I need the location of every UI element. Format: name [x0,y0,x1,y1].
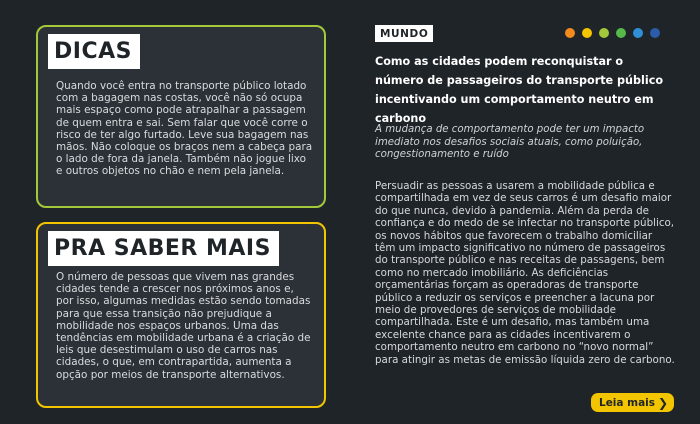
color-dot [633,28,643,38]
read-more-label: Leia mais [599,397,656,409]
color-dot [616,28,626,38]
dicas-card [36,25,326,208]
chevron-right-icon: ❯ [658,396,669,410]
pra-saber-mais-title: PRA SABER MAIS [48,231,279,266]
color-dot [565,28,575,38]
dicas-text: Quando você entra no transporte público lotado com a bagagem nas costas, você não só ocupa mais espaço como pode atrapalhar a passagem de quem entra e sai. Sem falar que você corre o risco de ter algo furtado. Leve sua bagagem nas mãos. Não coloque os braços nem a cabeça para o lado de fora da janela. Também não jogue lixo e outros objetos no chão e nem pela janela. [56,80,313,178]
color-dot [582,28,592,38]
color-dot [599,28,609,38]
article-subhead: A mudança de comportamento pode ter um impacto imediato nos desafios sociais atuais, como poluição, congestionamento e ruído [375,124,645,161]
article-body: Persuadir as pessoas a usarem a mobilidade pública e compartilhada em vez de seus carros é um desafio maior do que nunca, devido à pandemia. Além da perda de confiança e do medo de se infectar no transporte público, os novos hábitos que favorecem o trabalho domiciliar têm um impacto significativo no número de passageiros do transporte público e nas receitas de passagens, bem como no mercado imobiliário. As deficiências orçamentárias forçam as operadoras de transporte público a reduzir os serviços e preencher a lacuna por meio de provedores de serviços de mobilidade compartilhada. Este é um desafio, mas também uma excelente chance para as cidades incentivarem o comportamento neutro em carbono no “novo normal” para atingir as metas de emissão líquida zero de carbono. [375,180,675,366]
read-more-button[interactable] [591,393,674,412]
article-headline: Como as cidades podem reconquistar o número de passageiros do transporte público incentivando um comportamento neutro em carbono [375,55,664,125]
color-dots [565,28,660,38]
section-tag: MUNDO [375,25,433,42]
color-dot [650,28,660,38]
pra-saber-mais-text: O número de pessoas que vivem nas grandes cidades tende a crescer nos próximos anos e, por isso, algumas medidas estão sendo tomadas para que essa transição não prejudique a mobilidade nos espaços urbanos. Uma das tendências em mobilidade urbana é a criação de leis que desestimulam o uso de carros nas cidades, o que, em contrapartida, aumenta a opção por meios de transporte alternativos. [56,271,311,381]
dicas-title: DICAS [48,34,140,69]
pra-saber-mais-card [36,222,326,408]
